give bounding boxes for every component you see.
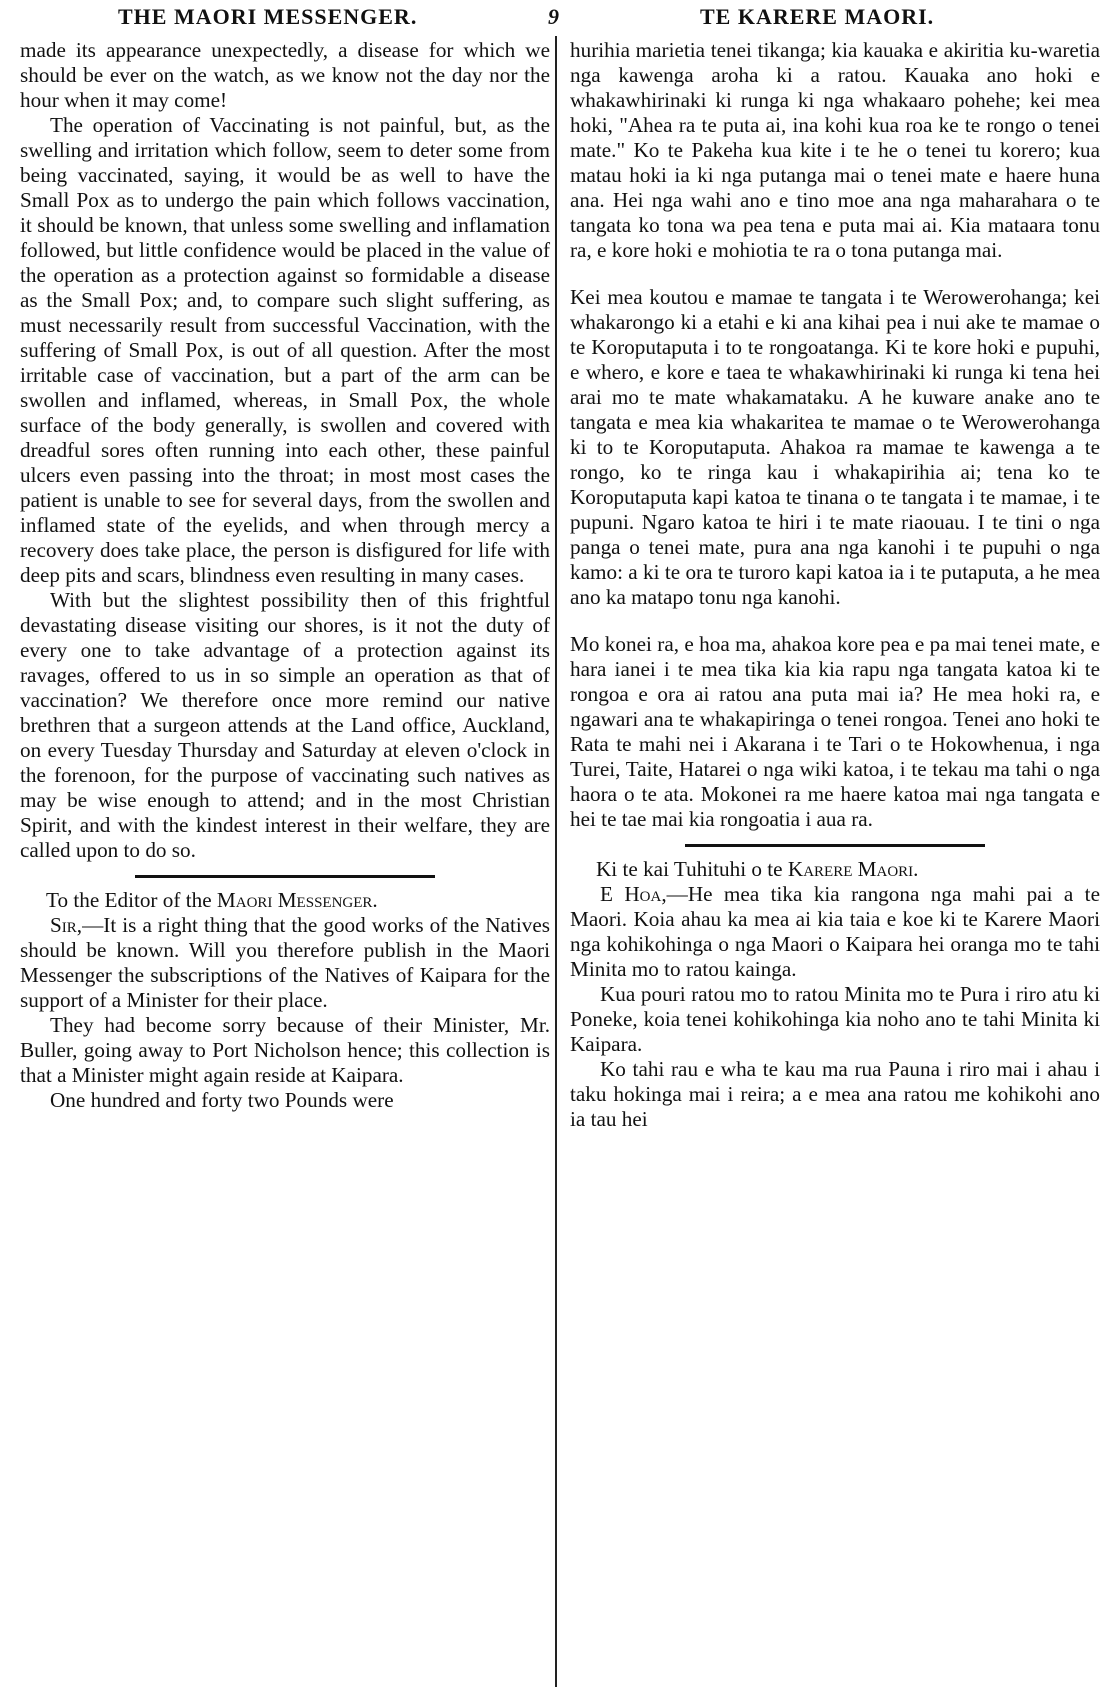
vaccination-article-para-2: The operation of Vaccinating is not painful, but, as the swelling and irritation which follow, seem to deter some from being vaccinated, saying, it would be as well to have the Small Pox as to undergo the pain which follows vaccination, it should be known, that unless some swelling and inflamation followed, but little confidence would be placed in the value of the operation as a protection against so formidable a disease as the Small Pox; and, to compare such slight suffering, as must necessarily result from successful Vaccination, with the suffering of Small Pox, is out of all question. After the most irritable case of vaccination, but a part of the arm can be swollen and inflamed, whereas, in Small Pox, the whole surface of the body generally, is swollen and covered with dreadful sores often running into each other, these painful ulcers even passing into the throat; in most most cases the patient is unable to see for several days, from the swollen and inflamed state of the eyelids, and when through mercy a recovery does take place, the person is disfigured for life with deep pits and scars, blindness even resulting in many cases.: [20, 113, 550, 587]
letter-heading-paper: Maori Messenger.: [216, 888, 378, 912]
maori-column: [570, 38, 1100, 1132]
maori-letter-heading-paper: Karere Maori.: [787, 857, 919, 881]
letter-para-1-text: —It is a right thing that the good works of the Natives should be known. Will you therefore publish in the Maori Messenger the subscriptions of the Natives of Kaipara for the support of a Minister for their place.: [20, 913, 550, 1012]
maori-article-para-3: Mo konei ra, e hoa ma, ahakoa kore pea e pa mai tenei mate, e hara ianei i te mea tika kia kia rapu nga tangata katoa ki te rongoa e ora ai ratou ana puta mai ia? He mea hoki ra, e ngawari ana te whakapiringa o tenei rongoa. Tenei ano hoki te Rata te mahi nei i Akarana i te Tari o te Hokowhenua, i nga Turei, Taite, Hatarei o nga wiki katoa, i te tekau ma tahi o nga haora o te ata. Mokonei ra me haere katoa mai nga tangata e hei te tae mai kia rongoatia i aua ra.: [570, 632, 1100, 831]
maori-letter-para-1-text: —He mea tika kia rangona nga mahi pai a te Maori. Koia ahau ka mea ai kia taia e koe ki te Karere Maori nga kohikohinga o nga Maori o Kaipara hei oranga mo te tahi Minita mo to ratou kainga.: [570, 882, 1100, 981]
column-divider: [555, 36, 557, 1687]
letter-para-2: They had become sorry because of their Minister, Mr. Buller, going away to Port Nicholson hence; this collection is that a Minister might again reside at Kaipara.: [20, 1013, 550, 1087]
vaccination-article-para-3: With but the slightest possibility then of this frightful devastating disease visiting our shores, is it not the duty of every one to take advantage of a protection against its ravages, offered to us in so simple an operation as that of vaccination? We therefore once more remind our native brethren that a surgeon attends at the Land office, Auckland, on every Tuesday Thursday and Saturday at eleven o'clock in the forenoon, for the purpose of vaccinating such natives as may be wise enough to attend; and in the most Christian Spirit, and with the kindest interest in their welfare, they are called upon to do so.: [20, 588, 550, 862]
maori-letter-para-2: Kua pouri ratou mo to ratou Minita mo te Pura i riro atu ki Poneke, koia tenei kohikohinga kia noho ano te tahi Minita ki Kaipara.: [570, 982, 1100, 1056]
maori-article-para-2: Kei mea koutou e mamae te tangata i te Werowerohanga; kei whakarongo ki a etahi e ki ana kihai pea i nui ake te mamae o te Koroputaputa i to te rongoatanga. Ki te kore hoki e pupuhi, e whero, e kore e taea te whakawhirinaki ki runga ki tena hei arai mo te mate whakamataku. A he kuware anake ano te tangata e mea kia whakaritea te mamae o te Werowerohanga ki to te Koroputaputa. Ahakoa ra mamae te kawenga a te rongo, ko te ringa kau i whakapirihia ai; tena ko te Koroputaputa kapi katoa te tinana o te tangata i te mamae, i te pupuni. Ngaro katoa te hiri i te mate riaouau. I te tini o nga panga o tenei mate, pura ana nga kanohi i te pupuhi o nga kamo: a ki te ora te turoro kapi katoa ia i te putaputa, a he mea ano ka matapo tonu nga kanohi.: [570, 285, 1100, 609]
page-number: 9: [548, 4, 560, 29]
letter-salutation: Sir,: [50, 913, 83, 937]
letter-heading-prefix: To the Editor of the: [46, 888, 212, 912]
maori-article-para-1: hurihia marietia tenei tikanga; kia kauaka e akiritia ku-waretia nga kawenga aroha ki a ratou. Kauaka ano hoki e whakawhirinaki ki runga ki nga whakaaro pohehe; kei mea hoki, "Ahea ra te puta ai, ina kohi kua roa ke te rongo o tenei mate." Ko te Pakeha kua kite i te he o tenei tu korero; kua matau hoki ia ki nga putanga mai o tenei mate e haere huna ana. Hei nga wahi ano e tino moe ana nga maharahara o te tangata ko tona wa pea tena e puta mai ai. Kia mataara tonu ra, e kore hoki e mohiotia te ra o tona putanga mai.: [570, 38, 1100, 262]
section-divider: [135, 875, 435, 878]
english-column: [20, 38, 550, 1113]
maori-letter-heading-prefix: Ki te kai Tuhituhi o te: [596, 857, 783, 881]
vaccination-article-para-1: made its appearance unexpectedly, a disease for which we should be ever on the watch, as we know not the day nor the hour when it may come!: [20, 38, 550, 112]
letter-para-3: One hundred and forty two Pounds were: [50, 1088, 394, 1112]
maori-letter-salutation: E Hoa,: [600, 882, 667, 906]
letter-heading: [20, 888, 550, 913]
header-english-title: THE MAORI MESSENGER.: [118, 4, 418, 29]
maori-letter-para-1: [570, 882, 1100, 982]
header-maori-title: TE KARERE MAORI.: [700, 4, 935, 29]
letter-para-1: [20, 913, 550, 1013]
section-divider: [685, 844, 985, 847]
page-header: [0, 0, 1114, 34]
maori-letter-heading: [570, 857, 1100, 882]
maori-letter-para-3: Ko tahi rau e wha te kau ma rua Pauna i riro mai i ahau i taku hokinga mai i reira; a e mea ana ratou me kohikohi ano ia tau hei: [570, 1057, 1100, 1131]
